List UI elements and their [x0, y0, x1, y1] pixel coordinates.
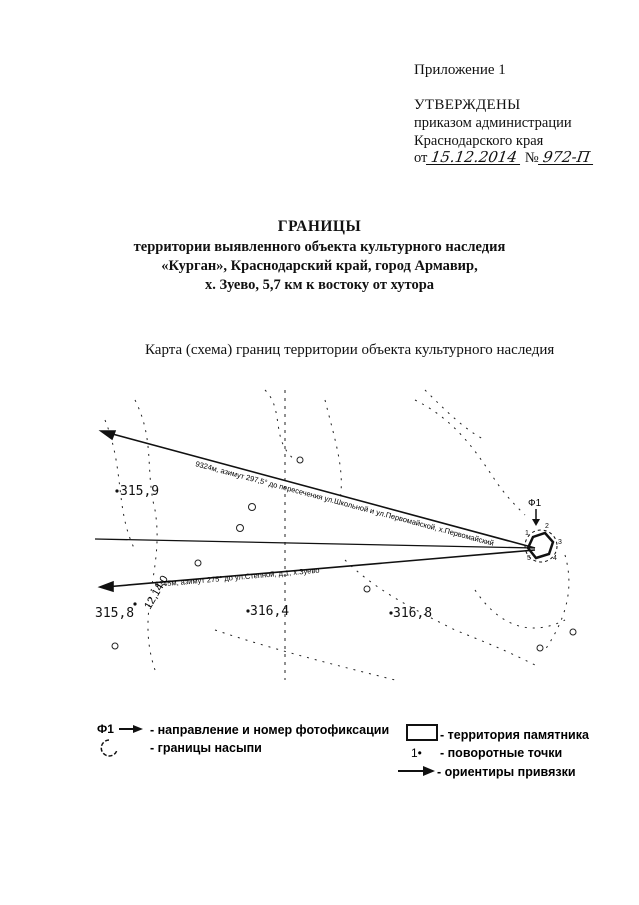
contour-line [415, 400, 525, 515]
approved-region-line: Краснодарского края [414, 133, 544, 149]
elevation-label: 315,8 [95, 606, 135, 621]
survey-circle [297, 457, 303, 463]
legend-territory-text: - территория памятника [440, 728, 589, 742]
legend-point-text: - поворотные точки [440, 746, 563, 760]
document-title [0, 218, 639, 295]
reference-arrow-top [105, 432, 535, 548]
point-label: 4 [553, 555, 557, 562]
order-date-line [414, 150, 594, 167]
approved-by-line: приказом администрации [414, 115, 572, 131]
contour-line [325, 400, 341, 500]
legend-photo-text: - направление и номер фотофиксации [150, 723, 390, 737]
title-line-2: «Курган», Краснодарский край, город Армавир, [161, 258, 478, 274]
handwritten-date: 15.12.2014 [426, 150, 522, 165]
survey-circle [570, 629, 576, 635]
contour-line [345, 560, 535, 665]
elevation-dot [115, 489, 118, 492]
ref-line-bottom-label: 6345м, азимут 275° до ул.Степной, д.1, х.Зуево [154, 565, 320, 589]
approved-heading: УТВЕРЖДЕНЫ [414, 97, 521, 113]
arrowhead-icon [101, 431, 115, 439]
legend-photo-symbol: Ф1 [97, 722, 114, 736]
survey-circle [537, 645, 543, 651]
legend-ref-text: - ориентиры привязки [437, 765, 576, 779]
contour-line [215, 630, 395, 680]
legend-arrowhead-icon [133, 725, 143, 733]
point-label: 1 [525, 530, 529, 537]
from-label: от [414, 150, 428, 166]
survey-circle [237, 525, 244, 532]
handwritten-number: 972-П [538, 150, 595, 165]
arrowhead-icon [100, 582, 113, 591]
survey-circle [195, 560, 201, 566]
legend-mound-icon [101, 740, 117, 756]
title-line-3: х. Зуево, 5,7 км к востоку от хутора [204, 277, 435, 293]
map-legend [95, 720, 615, 790]
photo-arrow-icon [532, 519, 540, 526]
contour-line [265, 390, 295, 460]
title-line-1: территории выявленного объекта культурного наследия [133, 239, 506, 255]
map-caption: Карта (схема) границ территории объекта культурного наследия [145, 342, 555, 358]
title-main: ГРАНИЦЫ [277, 218, 362, 235]
contour-line [545, 555, 569, 650]
contour-value-label: 12,14,0 [142, 573, 171, 612]
legend-ref-arrowhead-icon [423, 766, 435, 776]
survey-circle [249, 504, 256, 511]
legend-point-symbol: 1• [411, 746, 422, 760]
point-label: 5 [527, 555, 531, 562]
contour-line [425, 390, 485, 440]
appendix-label: Приложение 1 [414, 62, 506, 78]
elevation-dot [133, 602, 136, 605]
ref-line-top-label: 9324м, азимут 297,5° до пересечения ул.Школьной и ул.Первомайской, х.Первомайский [194, 459, 495, 548]
legend-territory-icon [407, 725, 437, 740]
elevation-dot [389, 611, 392, 614]
number-label: № [524, 150, 539, 166]
photo-point-label: Ф1 [528, 498, 542, 509]
elevation-dot [246, 609, 249, 612]
survey-circle [364, 586, 370, 592]
contour-line [475, 590, 565, 628]
point-label: 2 [545, 523, 549, 530]
point-label: 3 [558, 539, 562, 546]
elevation-label: 316,4 [250, 604, 290, 619]
monument-territory [528, 533, 553, 558]
boundary-map [95, 380, 595, 720]
survey-circle [112, 643, 118, 649]
elevation-label: 316,8 [393, 606, 433, 621]
legend-mound-text: - границы насыпи [150, 741, 262, 755]
elevation-label: 315,9 [120, 484, 160, 499]
